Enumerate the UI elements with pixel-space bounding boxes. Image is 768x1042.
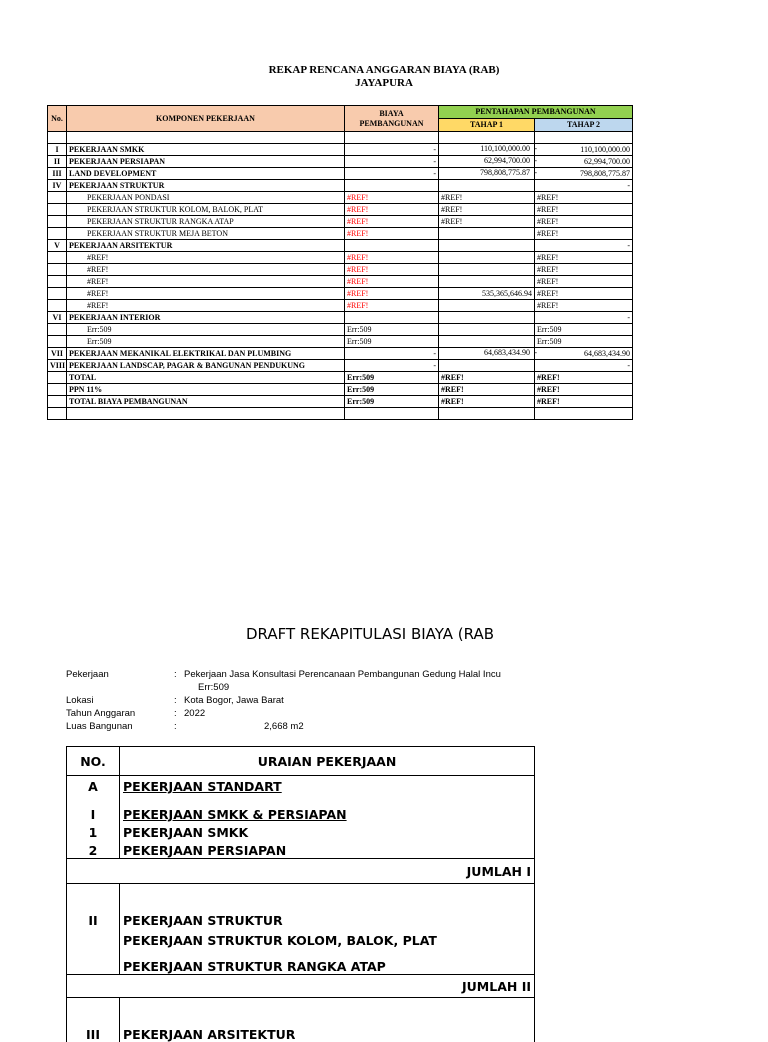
row-number: II <box>67 884 120 929</box>
table-row <box>48 288 633 300</box>
table-row <box>67 948 535 975</box>
row-number <box>48 396 67 408</box>
tahap1-dash: - <box>534 144 537 154</box>
tahap1-cell <box>439 300 535 312</box>
tahap2-cell: Err:509 <box>535 324 633 336</box>
tahap1-cell <box>439 144 535 156</box>
info-label: Lokasi <box>66 695 174 706</box>
row-label: PEKERJAAN ARSITEKTUR <box>67 240 345 252</box>
table-row <box>48 192 633 204</box>
tahap2-cell: - <box>535 180 633 192</box>
info-line <box>66 721 304 732</box>
row-label <box>120 948 535 975</box>
biaya-cell: #REF! <box>345 276 439 288</box>
row-number <box>48 216 67 228</box>
table-row <box>67 822 535 840</box>
table-row <box>48 240 633 252</box>
tahap1-cell: #REF! <box>439 192 535 204</box>
row-number <box>48 336 67 348</box>
row-label: TOTAL <box>67 372 345 384</box>
table-row <box>48 216 633 228</box>
row-label <box>120 794 535 822</box>
row-label: Err:509 <box>67 336 345 348</box>
row-number <box>67 948 120 975</box>
biaya-cell: #REF! <box>345 204 439 216</box>
tahap2-cell: 62,994,700.00 <box>535 156 633 168</box>
row-label <box>120 884 535 929</box>
table-row <box>48 156 633 168</box>
table-row <box>48 384 633 396</box>
row-label <box>120 840 535 859</box>
header-komponen: KOMPONEN PEKERJAAN <box>67 106 345 132</box>
row-label-text: PEKERJAAN STRUKTUR <box>123 913 283 928</box>
row-label: PEKERJAAN MEKANIKAL ELEKTRIKAL DAN PLUMBING <box>67 348 345 360</box>
info-separator: : <box>174 721 184 732</box>
row-number <box>48 324 67 336</box>
jumlah-row <box>67 859 535 884</box>
tahap1-cell <box>439 324 535 336</box>
table-row <box>48 360 633 372</box>
jumlah-label: JUMLAH I <box>67 859 535 884</box>
info-label: Pekerjaan <box>66 669 174 680</box>
info-value: Err:509 <box>184 682 229 693</box>
row-label-text: PEKERJAAN PERSIAPAN <box>123 843 286 858</box>
row-label: PEKERJAAN INTERIOR <box>67 312 345 324</box>
biaya-cell: - <box>345 168 439 180</box>
row-number: I <box>67 794 120 822</box>
info-value: Pekerjaan Jasa Konsultasi Perencanaan Pembangunan Gedung Halal Incu <box>184 669 501 680</box>
tahap1-value: 798,808,775.87 <box>480 168 530 178</box>
row-label <box>120 998 535 1042</box>
tahap2-cell: Err:509 <box>535 336 633 348</box>
row-number <box>48 372 67 384</box>
tahap2-cell: #REF! <box>535 276 633 288</box>
table-row <box>48 372 633 384</box>
row-label: PEKERJAAN SMKK <box>67 144 345 156</box>
row-number <box>48 288 67 300</box>
biaya-cell: #REF! <box>345 228 439 240</box>
table-row <box>48 204 633 216</box>
info-value: Kota Bogor, Jawa Barat <box>184 695 284 706</box>
tahap1-cell <box>439 240 535 252</box>
tahap1-cell <box>439 180 535 192</box>
row-label-text: PEKERJAAN SMKK & PERSIAPAN <box>123 807 347 822</box>
biaya-cell: - <box>345 144 439 156</box>
row-label: LAND DEVELOPMENT <box>67 168 345 180</box>
table-row <box>48 144 633 156</box>
row-label <box>120 928 535 948</box>
table-row <box>48 264 633 276</box>
tahap1-cell: #REF! <box>439 396 535 408</box>
tahap1-dash: - <box>534 156 537 166</box>
biaya-cell: Err:509 <box>345 384 439 396</box>
table-row <box>48 312 633 324</box>
tahap1-cell <box>439 168 535 180</box>
biaya-cell: Err:509 <box>345 336 439 348</box>
biaya-cell <box>345 180 439 192</box>
tahap1-cell <box>439 336 535 348</box>
tahap1-cell <box>439 312 535 324</box>
header-biaya <box>345 106 439 132</box>
info-line <box>66 708 205 719</box>
row-label: PEKERJAAN LANDSCAP, PAGAR & BANGUNAN PENDUKUNG <box>67 360 345 372</box>
row-number <box>48 276 67 288</box>
info-separator: : <box>174 695 184 706</box>
table-row <box>48 336 633 348</box>
tahap2-cell: - <box>535 240 633 252</box>
table-row <box>67 884 535 929</box>
row-label: PEKERJAAN STRUKTUR MEJA BETON <box>67 228 345 240</box>
tahap2-cell: #REF! <box>535 264 633 276</box>
table-row <box>48 324 633 336</box>
header-no: NO. <box>67 747 120 776</box>
row-label-text: PEKERJAAN STRUKTUR KOLOM, BALOK, PLAT <box>123 933 437 948</box>
row-label: TOTAL BIAYA PEMBANGUNAN <box>67 396 345 408</box>
tahap2-cell: #REF! <box>535 228 633 240</box>
table-row <box>67 840 535 859</box>
tahap1-cell <box>439 252 535 264</box>
header-biaya-line2: PEMBANGUNAN <box>347 119 436 129</box>
row-label-text: PEKERJAAN SMKK <box>123 825 248 840</box>
tahap2-cell: 64,683,434.90 <box>535 348 633 360</box>
tahap1-cell: 535,365,646.94 <box>439 288 535 300</box>
tahap2-cell: #REF! <box>535 300 633 312</box>
info-separator: : <box>174 708 184 719</box>
tahap1-cell: #REF! <box>439 216 535 228</box>
row-number <box>48 192 67 204</box>
row-number <box>67 928 120 948</box>
tahap1-value: 62,994,700.00 <box>484 156 530 166</box>
header-no: No. <box>48 106 67 132</box>
row-number: 1 <box>67 822 120 840</box>
row-label: PEKERJAAN STRUKTUR RANGKA ATAP <box>67 216 345 228</box>
tahap1-cell <box>439 156 535 168</box>
rab-subtitle: JAYAPURA <box>0 77 768 89</box>
row-label-text: PEKERJAAN STRUKTUR RANGKA ATAP <box>123 959 386 974</box>
biaya-cell: - <box>345 156 439 168</box>
tahap2-cell: #REF! <box>535 216 633 228</box>
biaya-cell: #REF! <box>345 216 439 228</box>
biaya-cell: Err:509 <box>345 324 439 336</box>
table-row <box>48 180 633 192</box>
tahap2-cell: #REF! <box>535 252 633 264</box>
row-label: PPN 11% <box>67 384 345 396</box>
row-label <box>120 776 535 795</box>
header-biaya-line1: BIAYA <box>347 109 436 119</box>
tahap2-cell: #REF! <box>535 192 633 204</box>
tahap2-cell: 110,100,000.00 <box>535 144 633 156</box>
biaya-cell: - <box>345 348 439 360</box>
row-label: PEKERJAAN STRUKTUR <box>67 180 345 192</box>
tahap1-dash: - <box>534 168 537 178</box>
row-label: PEKERJAAN STRUKTUR KOLOM, BALOK, PLAT <box>67 204 345 216</box>
info-value: 2,668 m2 <box>184 721 304 732</box>
tahap2-cell: - <box>535 312 633 324</box>
info-line <box>66 669 501 680</box>
biaya-cell: #REF! <box>345 288 439 300</box>
row-number: V <box>48 240 67 252</box>
draft-title: DRAFT REKAPITULASI BIAYA (RAB <box>246 625 494 643</box>
table-row <box>48 348 633 360</box>
row-number: VIII <box>48 360 67 372</box>
table-row <box>48 276 633 288</box>
table-row-blank <box>48 132 633 144</box>
table-row <box>67 776 535 795</box>
tahap1-cell <box>439 228 535 240</box>
table-row-blank <box>48 408 633 420</box>
row-label: #REF! <box>67 300 345 312</box>
row-label: #REF! <box>67 276 345 288</box>
row-number <box>48 228 67 240</box>
biaya-cell: #REF! <box>345 192 439 204</box>
row-label: PEKERJAAN PERSIAPAN <box>67 156 345 168</box>
table-row <box>67 794 535 822</box>
row-label: Err:509 <box>67 324 345 336</box>
row-number: A <box>67 776 120 795</box>
tahap1-cell: #REF! <box>439 384 535 396</box>
tahap1-cell <box>439 276 535 288</box>
biaya-cell: #REF! <box>345 264 439 276</box>
info-separator: : <box>174 669 184 680</box>
biaya-cell: - <box>345 360 439 372</box>
biaya-cell <box>345 240 439 252</box>
jumlah-row <box>67 975 535 998</box>
uraian-table <box>66 746 535 1042</box>
biaya-cell <box>345 312 439 324</box>
biaya-cell: #REF! <box>345 252 439 264</box>
tahap1-cell <box>439 348 535 360</box>
row-number: 2 <box>67 840 120 859</box>
row-number: II <box>48 156 67 168</box>
tahap1-cell: #REF! <box>439 372 535 384</box>
biaya-cell: Err:509 <box>345 396 439 408</box>
table-row <box>67 928 535 948</box>
row-number <box>48 204 67 216</box>
row-number: IV <box>48 180 67 192</box>
row-number: VII <box>48 348 67 360</box>
tahap1-dash: - <box>534 348 537 358</box>
tahap1-cell: #REF! <box>439 204 535 216</box>
biaya-cell: #REF! <box>345 300 439 312</box>
header-uraian: URAIAN PEKERJAAN <box>120 747 535 776</box>
tahap2-cell: #REF! <box>535 396 633 408</box>
row-number <box>48 264 67 276</box>
row-number: VI <box>48 312 67 324</box>
biaya-cell: Err:509 <box>345 372 439 384</box>
tahap2-cell: #REF! <box>535 372 633 384</box>
header-tahap1: TAHAP 1 <box>439 119 535 132</box>
info-line <box>66 695 284 706</box>
row-label: PEKERJAAN PONDASI <box>67 192 345 204</box>
header-pentahapan: PENTAHAPAN PEMBANGUNAN <box>439 106 633 119</box>
row-number: I <box>48 144 67 156</box>
rab-title: REKAP RENCANA ANGGARAN BIAYA (RAB) <box>0 64 768 76</box>
tahap1-cell <box>439 264 535 276</box>
row-number: III <box>48 168 67 180</box>
tahap1-value: 110,100,000.00 <box>480 144 530 154</box>
rab-table <box>47 105 633 420</box>
table-row <box>48 252 633 264</box>
table-row <box>48 396 633 408</box>
tahap2-cell: #REF! <box>535 384 633 396</box>
table-row <box>67 998 535 1042</box>
tahap2-cell: - <box>535 360 633 372</box>
row-label: #REF! <box>67 264 345 276</box>
table-row <box>48 168 633 180</box>
row-label: #REF! <box>67 252 345 264</box>
table-row <box>48 228 633 240</box>
tahap1-value: 64,683,434.90 <box>484 348 530 358</box>
row-number <box>48 252 67 264</box>
info-line <box>66 682 229 693</box>
tahap2-cell: 798,808,775.87 <box>535 168 633 180</box>
row-label: #REF! <box>67 288 345 300</box>
tahap1-cell <box>439 360 535 372</box>
table-row <box>48 300 633 312</box>
tahap2-cell: #REF! <box>535 288 633 300</box>
row-label-text: PEKERJAAN STANDART <box>123 779 282 794</box>
row-number: III <box>67 998 120 1042</box>
header-tahap2: TAHAP 2 <box>535 119 633 132</box>
info-label: Tahun Anggaran <box>66 708 174 719</box>
info-label: Luas Bangunan <box>66 721 174 732</box>
jumlah-label: JUMLAH II <box>67 975 535 998</box>
info-value: 2022 <box>184 708 205 719</box>
row-label-text: PEKERJAAN ARSITEKTUR <box>123 1027 295 1042</box>
row-number <box>48 300 67 312</box>
row-label <box>120 822 535 840</box>
tahap2-cell: #REF! <box>535 204 633 216</box>
row-number <box>48 384 67 396</box>
